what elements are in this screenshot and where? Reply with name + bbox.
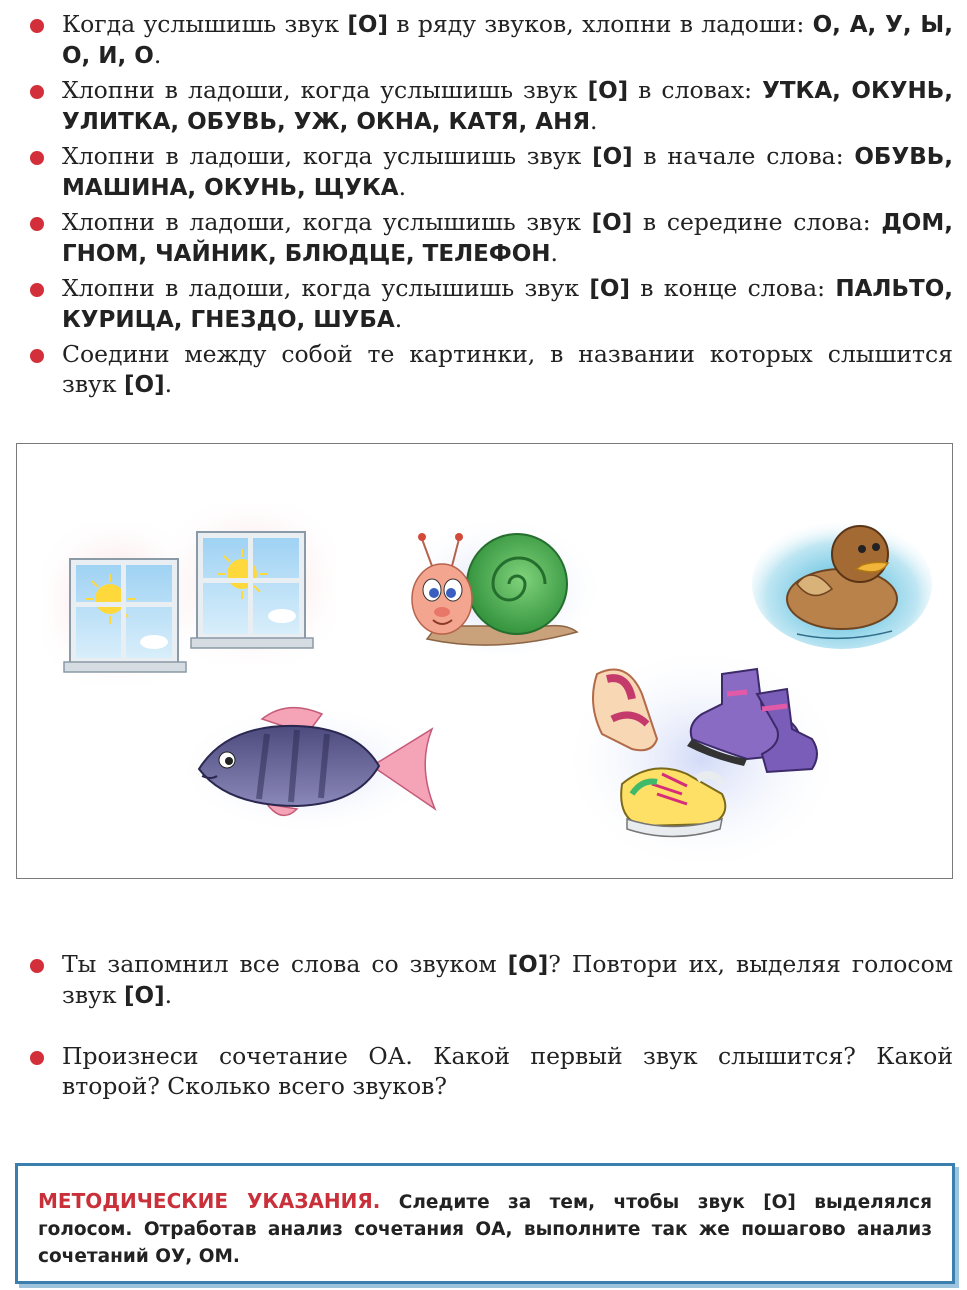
bullet-icon [30, 349, 44, 363]
task-text: Хлопни в ладоши, когда услышишь звук [62, 76, 588, 104]
bullet-icon [30, 283, 44, 297]
sound-mark: [О] [347, 12, 388, 38]
task-4: Хлопни в ладоши, когда услышишь звук [О] в середине слова: ДОМ, ГНОМ, ЧАЙНИК, БЛЮДЦЕ, ТЕЛЕФОН. [62, 208, 953, 269]
shoes-icon [572, 654, 832, 864]
sound-mark: [О] [587, 78, 629, 104]
task-6: Соедини между собой те картинки, в названии которых слышится звук [О]. [62, 340, 953, 400]
bullet-icon [30, 85, 44, 99]
task-5: Хлопни в ладоши, когда услышишь звук [О] в конце слова: ПАЛЬТО, КУРИЦА, ГНЕЗДО, ШУБА. [62, 274, 953, 335]
task-text: Хлопни в ладоши, когда услышишь звук [62, 274, 590, 302]
task-3: Хлопни в ладоши, когда услышишь звук [О] в начале слова: ОБУВЬ, МАШИНА, ОКУНЬ, ЩУКА. [62, 142, 953, 203]
task-text: Когда услышишь звук [62, 10, 348, 38]
sound-mark: [О] [589, 276, 630, 302]
note-text: Следите за тем, чтобы звук [О] выделялся голосом. Отработав анализ сочетания ОА, выполните так же пошагово анализ сочетаний ОУ, ОМ. [38, 1192, 932, 1267]
task-text: Соедини между собой те картинки, в названии которых слышится звук [62, 340, 953, 398]
methodical-note [15, 1163, 955, 1284]
bullet-icon [30, 19, 44, 33]
windows-icon [42, 504, 342, 684]
bullet-icon [30, 217, 44, 231]
word-list: ДОМ, ГНОМ, ЧАЙНИК, БЛЮДЦЕ, ТЕЛЕФОН [62, 210, 953, 267]
task-1: Когда услышишь звук [О] в ряду звуков, хлопни в ладоши: О, А, У, Ы, О, И, О. [62, 10, 953, 71]
task-8 [62, 1042, 953, 1102]
bullet-icon [30, 959, 44, 973]
sound-mark: [О] [124, 371, 165, 398]
sound-mark: [О] [124, 982, 165, 1009]
task-text: Хлопни в ладоши, когда услышишь звук [62, 208, 592, 236]
bullet-icon [30, 151, 44, 165]
task-text: Ты запомнил все слова со звуком [62, 950, 508, 978]
task-7: Ты запомнил все слова со звуком [О]? Повтори их, выделяя голосом звук [О]. [62, 950, 953, 1011]
word-list: ОБУВЬ, МАШИНА, ОКУНЬ, ЩУКА [62, 144, 953, 201]
task-text: Хлопни в ладоши, когда услышишь звук [62, 142, 593, 170]
word-list: ПАЛЬТО, КУРИЦА, ГНЕЗДО, ШУБА [62, 276, 953, 333]
sound-list: О, А, У, Ы, О, И, О [62, 12, 953, 69]
word-list: УТКА, ОКУНЬ, УЛИТКА, ОБУВЬ, УЖ, ОКНА, КАТЯ, АНЯ [62, 78, 954, 135]
sound-mark: [О] [507, 952, 549, 978]
snail-icon [397, 504, 597, 654]
sound-mark: [О] [592, 144, 633, 170]
picture-panel [16, 443, 953, 879]
sound-mark: [О] [591, 210, 633, 236]
bullet-icon [30, 1051, 44, 1065]
duck-icon [752, 499, 932, 649]
fish-icon [187, 694, 447, 834]
task-text: Произнеси сочетание ОА. Какой первый звук слышится? Какой второй? Сколько всего звуков? [62, 1042, 953, 1100]
note-title: МЕТОДИЧЕСКИЕ УКАЗАНИЯ. [38, 1189, 381, 1213]
task-2: Хлопни в ладоши, когда услышишь звук [О] в словах: УТКА, ОКУНЬ, УЛИТКА, ОБУВЬ, УЖ, ОКНА, КАТЯ, АНЯ. [62, 76, 953, 137]
